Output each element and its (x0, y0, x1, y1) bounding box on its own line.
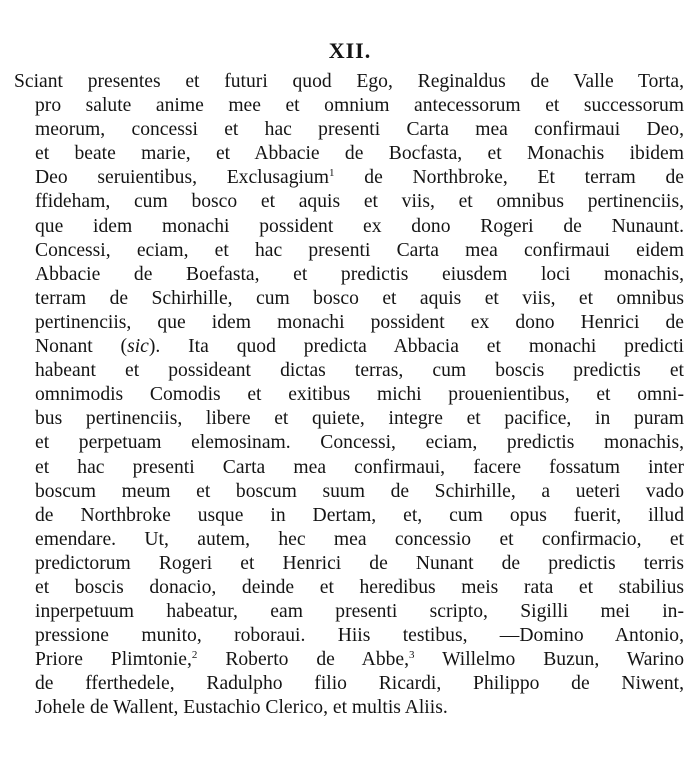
footnote-marker: 2 (191, 649, 198, 662)
text-line: Johele de Wallent, Eustachio Clerico, et multis Aliis. (35, 697, 448, 719)
text-line: et beate marie, et Abbacie de Bocfasta, et Monachis ibidem (35, 143, 684, 165)
text-line: que idem monachi possident ex dono Rogeri de Nunaunt. (35, 215, 684, 237)
footnote-marker: 1 (329, 167, 335, 180)
text-line: Deo seruientibus, Exclusagium$^1$ de Northbroke, Et terram de (35, 167, 684, 189)
text-line: Concessi, eciam, et hac presenti Carta mea confirmaui eidem (35, 239, 684, 261)
text-line: omnimodis Comodis et exitibus michi prouenientibus, et omni- (35, 384, 684, 406)
charter-heading: XII. (328, 38, 372, 63)
text-line: pressione munito, roboraui. Hiis testibus, —Domino Antonio, (35, 625, 684, 647)
text-line: ffideham, cum bosco et aquis et viis, et omnibus pertinenciis, (35, 191, 684, 213)
text-line: habeant et possideant dictas terras, cum boscis predictis et (35, 360, 684, 382)
text-line: de Northbroke usque in Dertam, et, cum opus fuerit, illud (35, 504, 684, 526)
text-line: predictorum Rogeri et Henrici de Nunant de predictis terris (35, 552, 684, 574)
text-line: pro salute anime mee et omnium antecessorum et successorum (35, 95, 684, 117)
text-line: bus pertinenciis, libere et quiete, integre et pacifice, in puram (35, 408, 684, 430)
text-line: terram de Schirhille, cum bosco et aquis et viis, et omnibus (35, 287, 684, 309)
text-line: et perpetuam elemosinam. Concessi, eciam, predictis monachis, (35, 432, 684, 454)
text-line: et hac presenti Carta mea confirmaui, facere fossatum inter (35, 456, 684, 478)
text-line: Sciant presentes et futuri quod Ego, Reginaldus de Valle Torta, (14, 71, 684, 92)
footnote-marker: 3 (409, 649, 415, 662)
text-line: emendare. Ut, autem, hec mea concessio et confirmacio, et (35, 528, 684, 550)
text-line: pertinenciis, que idem monachi possident ex dono Henrici de (35, 311, 684, 333)
text-line: de fferthedele, Radulpho filio Ricardi, Philippo de Niwent, (35, 673, 684, 695)
text-line: et boscis donacio, deinde et heredibus meis rata et stabilius (35, 576, 684, 598)
text-line: inperpetuum habeatur, eam presenti scripto, Sigilli mei in- (35, 601, 684, 623)
text-line: meorum, concessi et hac presenti Carta mea confirmaui Deo, (35, 119, 684, 141)
charter-text (14, 70, 684, 721)
text-line: Priore Plimtonie,$^2$ Roberto de Abbe,$^3$ Willelmo Buzun, Warino (35, 649, 684, 671)
text-line: Abbacie de Boefasta, et predictis eiusdem loci monachis, (35, 263, 684, 285)
italic-sic: sic (127, 336, 149, 358)
text-line: boscum meum et boscum suum de Schirhille, a ueteri vado (35, 480, 684, 502)
text-line: Nonant (sic). Ita quod predicta Abbacia et monachi predicti (35, 336, 685, 358)
